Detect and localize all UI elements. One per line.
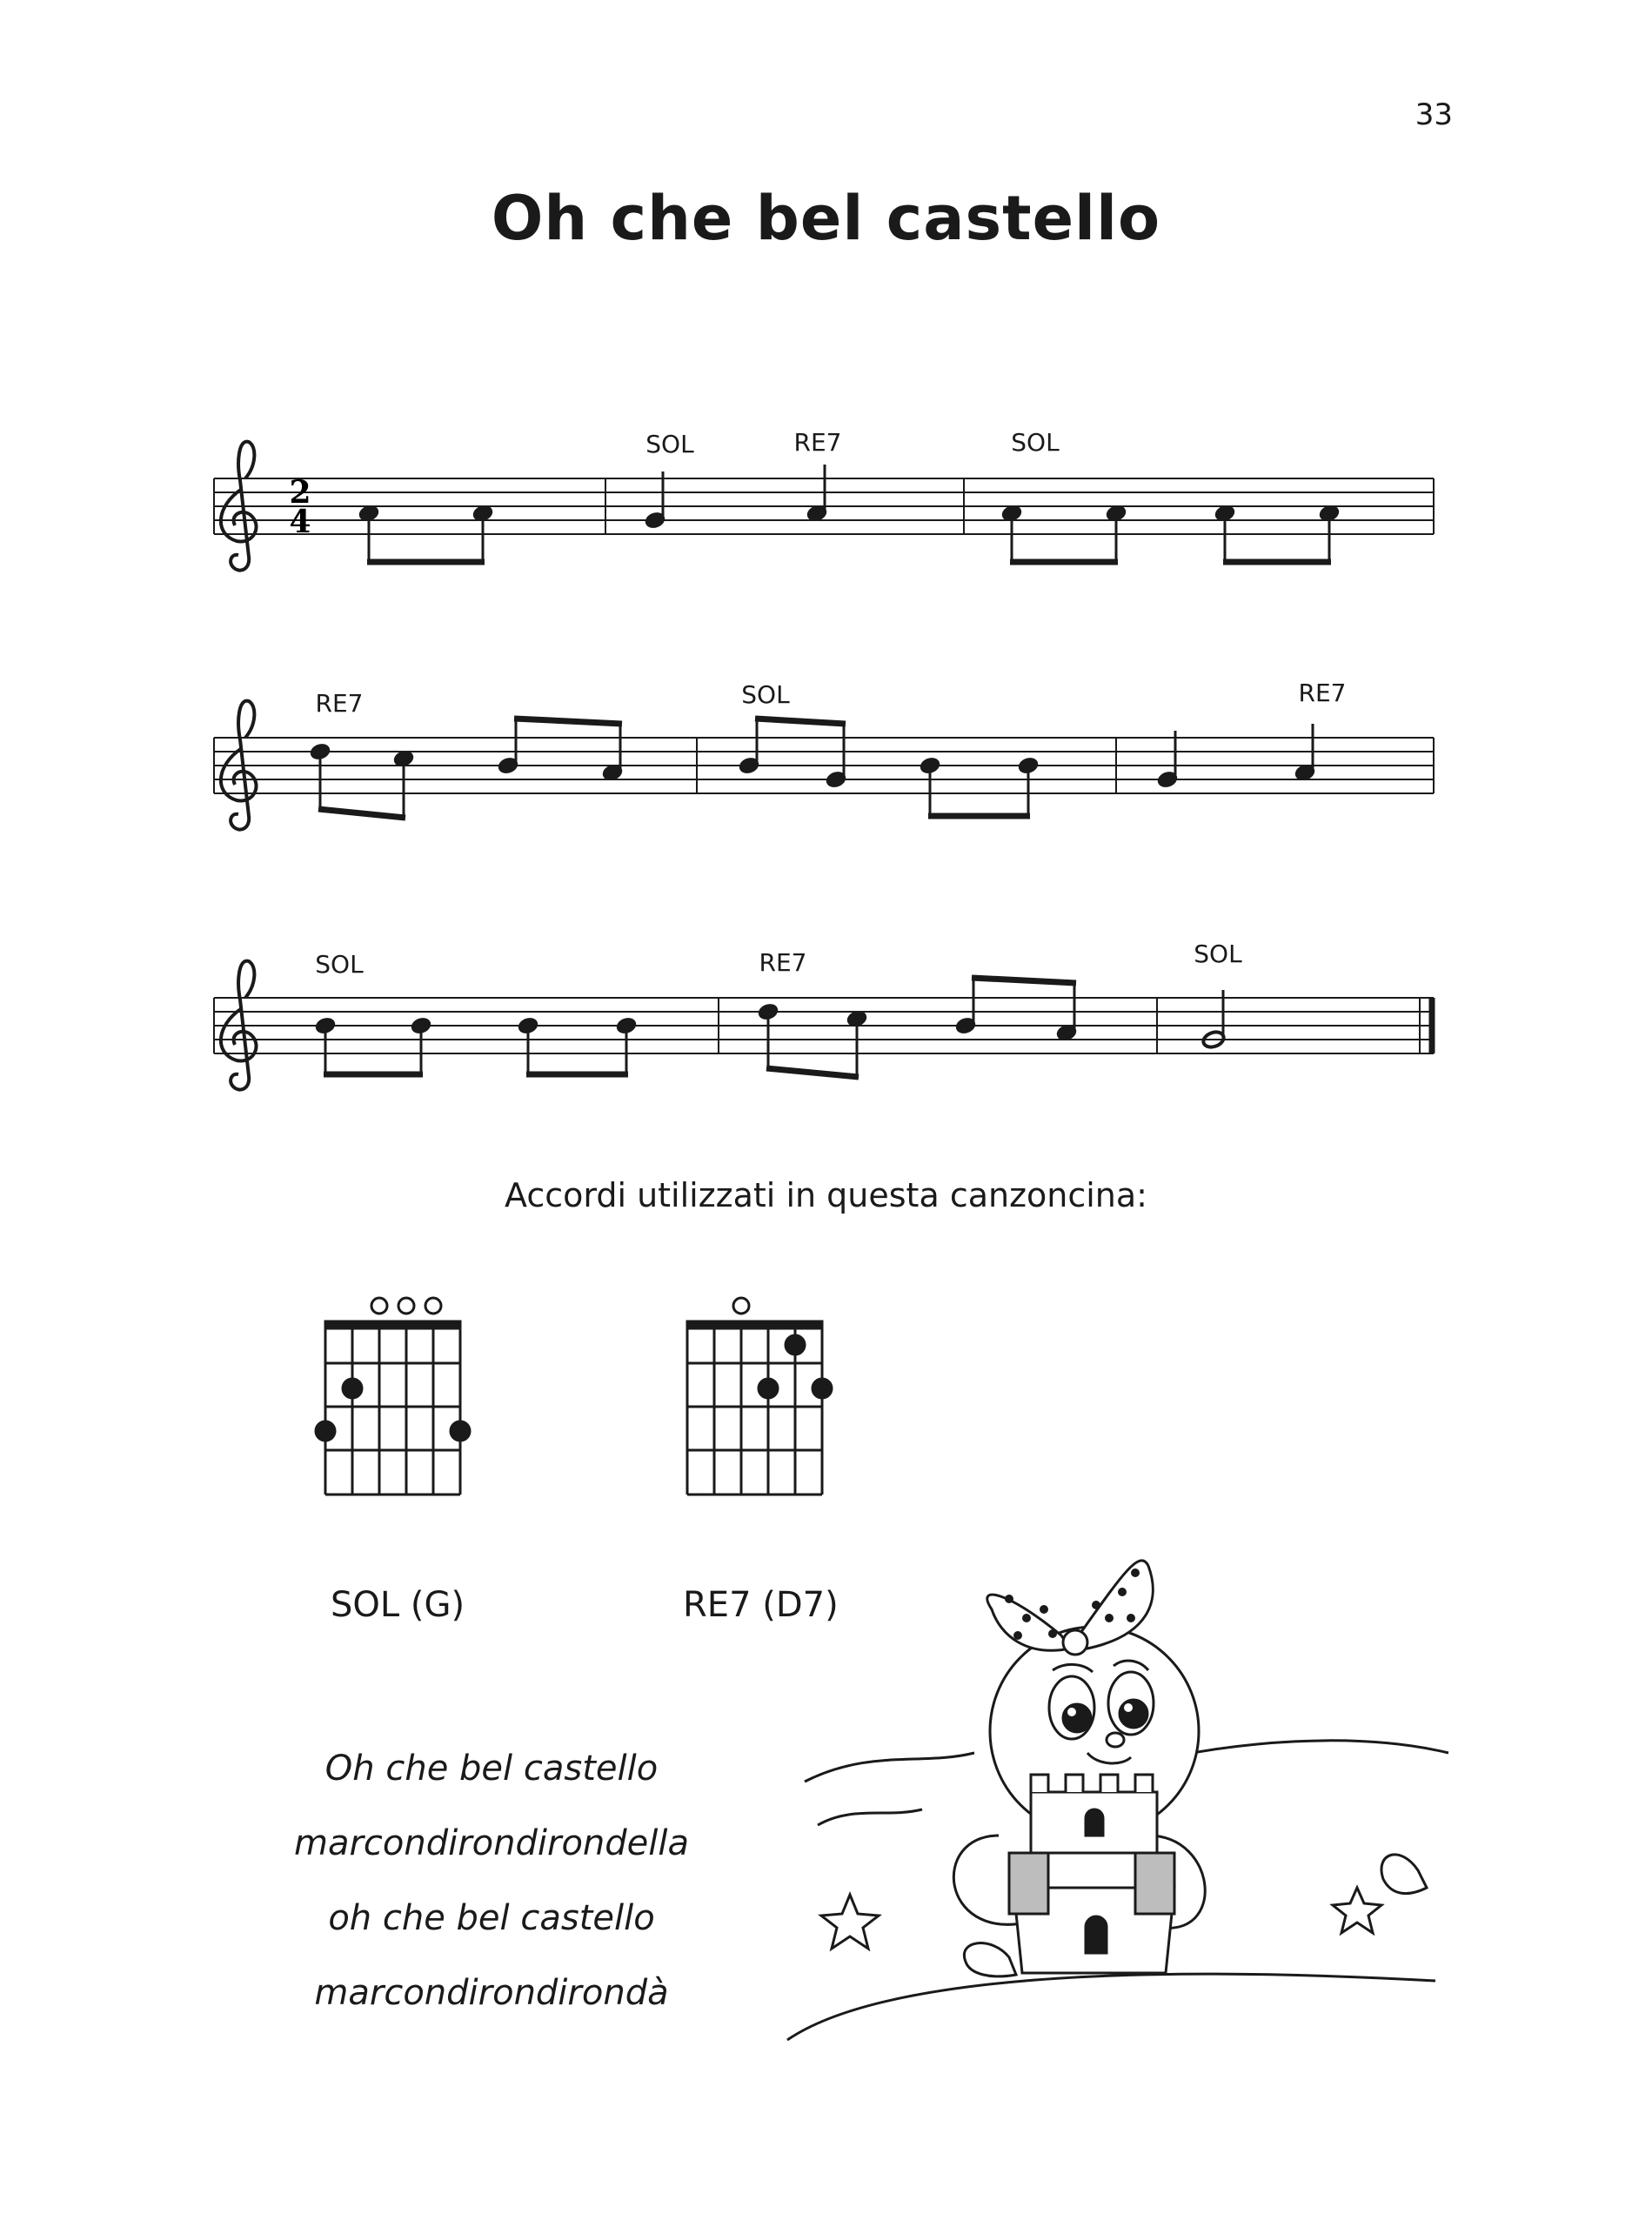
lyrics-line: oh che bel castello xyxy=(328,1898,655,1938)
chord-symbol: SOL xyxy=(1011,428,1060,457)
girl-sandcastle-illustration xyxy=(787,1561,1448,2040)
lyrics-line: marcondirondirondà xyxy=(314,1973,669,2013)
page-number: 33 xyxy=(1415,97,1453,132)
chord-symbol: RE7 xyxy=(759,948,807,977)
chord-symbol: RE7 xyxy=(793,428,842,457)
chord-name-sol: SOL (G) xyxy=(331,1585,465,1625)
chord-symbol: SOL xyxy=(1194,940,1242,968)
chord-symbol: SOL xyxy=(645,430,694,458)
chord-diagram-re7 xyxy=(687,1298,832,1495)
chord-diagram-sol xyxy=(316,1298,470,1495)
lyrics xyxy=(261,1731,722,2030)
lyrics-line: Oh che bel castello xyxy=(324,1749,659,1789)
chord-symbol: RE7 xyxy=(1298,679,1347,707)
chord-symbol: RE7 xyxy=(315,689,364,718)
lyrics-line: marcondirondirondella xyxy=(293,1823,690,1863)
notes-line-2 xyxy=(310,719,1315,818)
staff-line-3 xyxy=(214,998,1434,1053)
staff-line-2 xyxy=(214,738,1434,793)
time-signature-bottom: 4 xyxy=(289,504,311,540)
song-title: Oh che bel castello xyxy=(491,183,1161,254)
notes-line-3 xyxy=(315,978,1226,1077)
chords-caption: Accordi utilizzati in questa canzoncina: xyxy=(505,1176,1147,1214)
chord-symbol: SOL xyxy=(315,950,364,979)
time-signature-top: 2 xyxy=(289,474,311,511)
chord-name-re7: RE7 (D7) xyxy=(683,1585,839,1625)
chord-symbol: SOL xyxy=(741,680,790,709)
